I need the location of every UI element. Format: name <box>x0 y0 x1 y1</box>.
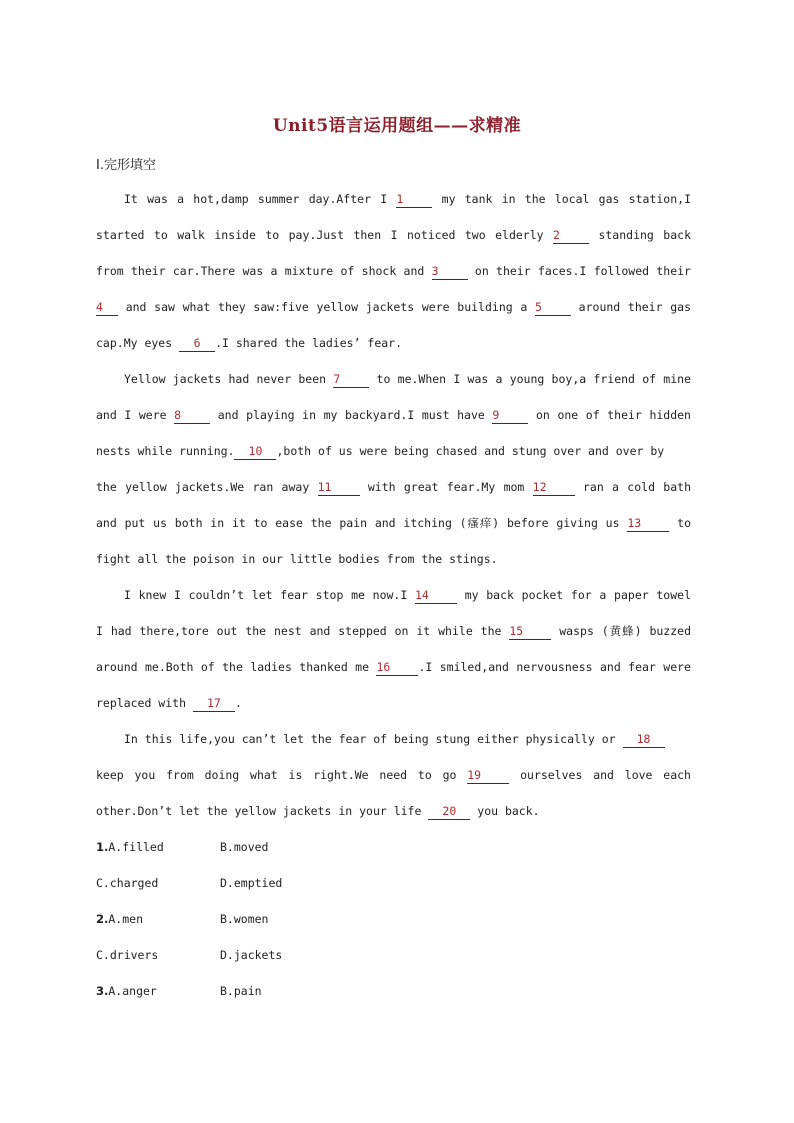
blank-17[interactable]: 17 <box>193 696 235 712</box>
option-3a[interactable]: 3.A.anger <box>96 984 157 998</box>
blank-1[interactable]: 1 <box>396 192 432 208</box>
blank-10[interactable]: 10 <box>234 444 276 460</box>
text-line: nests while running. 10 ,both of us were being chased and stung over and over by <box>96 444 665 458</box>
blank-12[interactable]: 12 <box>533 480 575 496</box>
section-heading: Ⅰ.完形填空 <box>96 158 156 173</box>
blank-15[interactable]: 15 <box>509 624 551 640</box>
option-3b[interactable]: B.pain <box>220 984 262 998</box>
blank-13[interactable]: 13 <box>627 516 669 532</box>
text-line: keep you from doing what is right.We need to go 19 ourselves and love each <box>96 768 691 782</box>
option-1b[interactable]: B.moved <box>220 840 269 854</box>
text-line: cap.My eyes 6 .I shared the ladies’ fear. <box>96 336 403 350</box>
text-line: the yellow jackets.We ran away 11 with great fear.My mom 12 ran a cold bath <box>96 480 691 494</box>
text-line: other.Don’t let the yellow jackets in your life 20 you back. <box>96 804 540 818</box>
text-line: Yellow jackets had never been 7 to me.When I was a young boy,a friend of mine <box>124 372 691 386</box>
blank-20[interactable]: 20 <box>428 804 470 820</box>
text-line: and put us both in it to ease the pain and itching (瘙痒) before giving us 13 to <box>96 516 691 530</box>
blank-2[interactable]: 2 <box>553 228 589 244</box>
text-line: It was a hot,damp summer day.After I 1 my tank in the local gas station,I <box>124 192 691 206</box>
blank-19[interactable]: 19 <box>467 768 509 784</box>
text-line: I had there,tore out the nest and stepped on it while the 15 wasps (黄蜂) buzzed <box>96 624 692 638</box>
blank-18[interactable]: 18 <box>623 732 665 748</box>
blank-9[interactable]: 9 <box>492 408 528 424</box>
option-1d[interactable]: D.emptied <box>220 876 283 890</box>
option-2a[interactable]: 2.A.men <box>96 912 143 926</box>
text-line: 4 and saw what they saw:five yellow jackets were building a 5 around their gas <box>96 300 691 314</box>
text-line: and I were 8 and playing in my backyard.I must have 9 on one of their hidden <box>96 408 691 422</box>
option-2d[interactable]: D.jackets <box>220 948 283 962</box>
text-line: started to walk inside to pay.Just then I noticed two elderly 2 standing back <box>96 228 691 242</box>
text-line: around me.Both of the ladies thanked me 16 .I smiled,and nervousness and fear were <box>96 660 691 674</box>
option-1c[interactable]: C.charged <box>96 876 159 890</box>
blank-8[interactable]: 8 <box>174 408 210 424</box>
blank-6[interactable]: 6 <box>179 336 215 352</box>
blank-14[interactable]: 14 <box>415 588 457 604</box>
blank-3[interactable]: 3 <box>432 264 468 280</box>
blank-4[interactable]: 4 <box>96 300 118 316</box>
blank-7[interactable]: 7 <box>333 372 369 388</box>
blank-5[interactable]: 5 <box>535 300 571 316</box>
text-line: In this life,you can’t let the fear of being stung either physically or 18 <box>124 730 691 748</box>
text-line: fight all the poison in our little bodies from the stings. <box>96 552 498 566</box>
text-line: I knew I couldn’t let fear stop me now.I 14 my back pocket for a paper towel <box>124 588 691 602</box>
blank-16[interactable]: 16 <box>376 660 418 676</box>
page-title: Unit5语言运用题组——求精准 <box>272 116 522 136</box>
option-2b[interactable]: B.women <box>220 912 269 926</box>
blank-11[interactable]: 11 <box>318 480 360 496</box>
text-line: replaced with 17 . <box>96 696 242 710</box>
text-line: from their car.There was a mixture of shock and 3 on their faces.I followed their <box>96 264 691 278</box>
option-1a[interactable]: 1.A.filled <box>96 840 164 854</box>
option-2c[interactable]: C.drivers <box>96 948 159 962</box>
